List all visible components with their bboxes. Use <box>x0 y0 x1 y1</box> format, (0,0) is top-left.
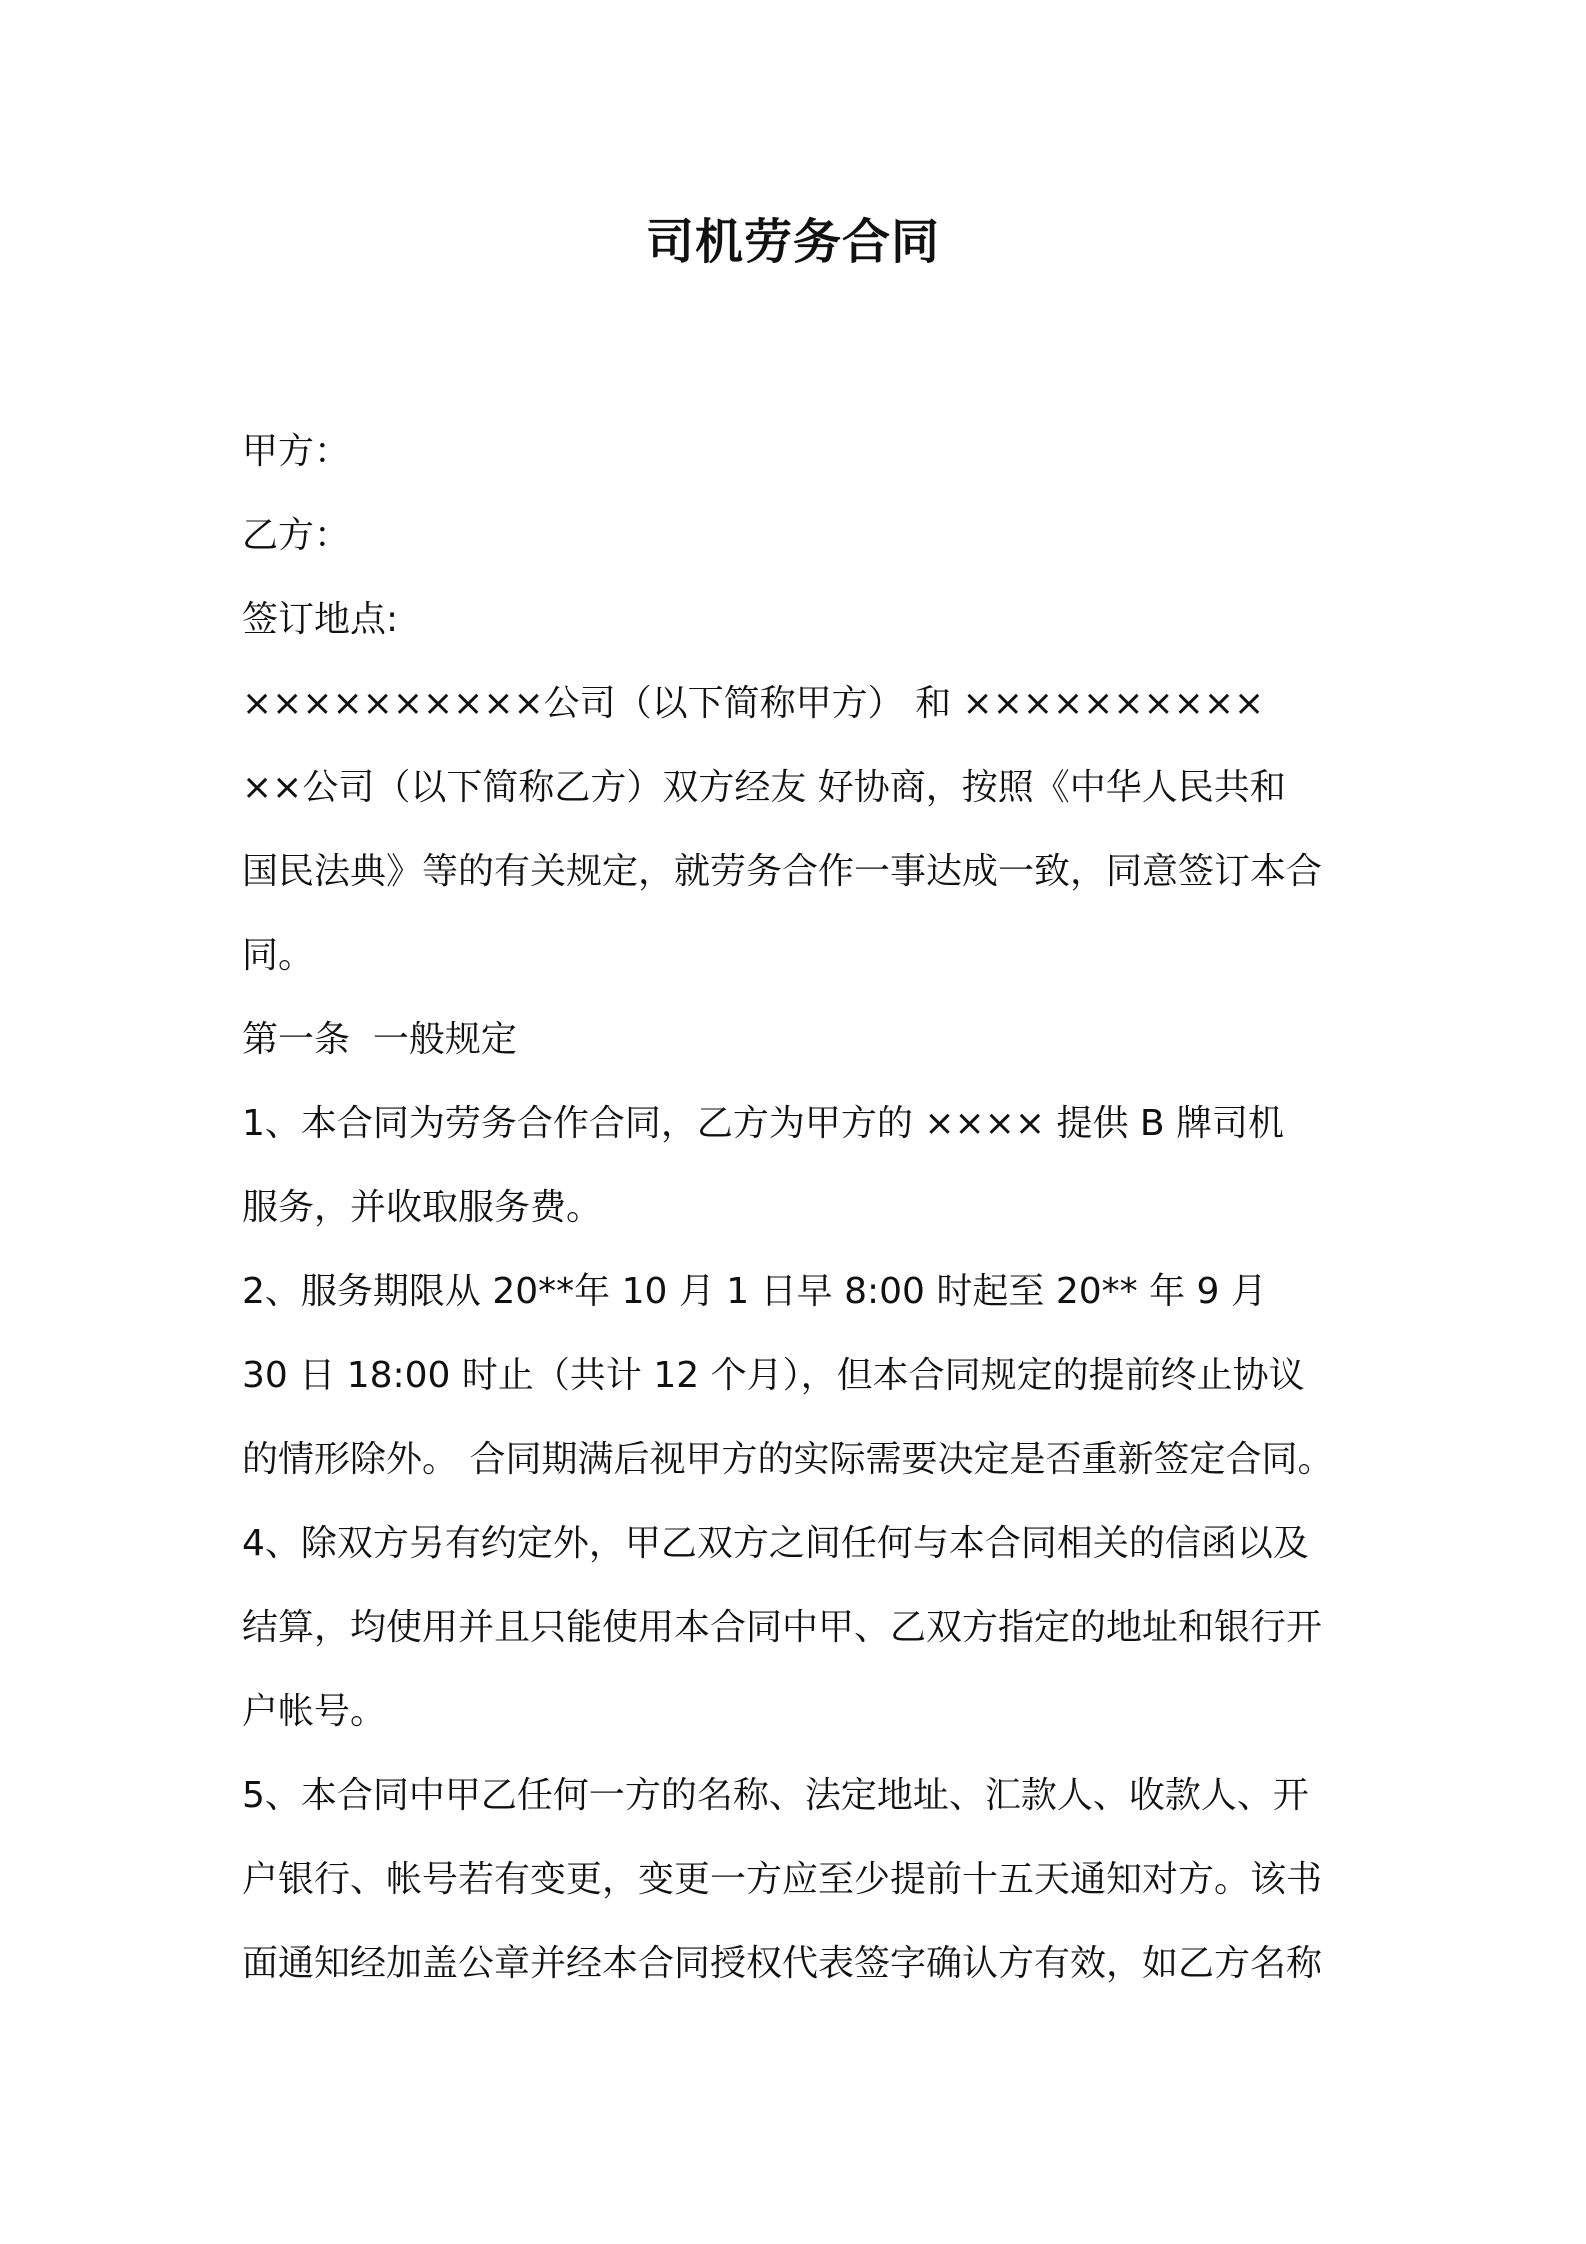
clause-line: 面通知经加盖公章并经本合同授权代表签字确认方有效，如乙方名称 <box>242 1943 1323 1984</box>
clause-line: 1、本合同为劳务合作合同，乙方为甲方的 ×××× 提供 B 牌司机 <box>242 1103 1285 1144</box>
party-a-line: 甲方： <box>242 431 351 472</box>
clause-line: 服务，并收取服务费。 <box>242 1187 603 1228</box>
paragraph-line: ××××××××××公司（以下简称甲方） 和 ×××××××××× <box>242 683 1265 724</box>
paragraph-line: 同。 <box>242 935 315 976</box>
clause-line: 2、服务期限从 20**年 10 月 1 日早 8:00 时起至 20** 年 9 月 <box>242 1271 1267 1312</box>
party-b-line: 乙方： <box>242 515 351 556</box>
paragraph-line: ××公司（以下简称乙方）双方经友 好协商，按照《中华人民共和 <box>242 767 1286 808</box>
signing-place-line: 签订地点: <box>242 599 399 640</box>
clause-line: 30 日 18:00 时止（共计 12 个月），但本合同规定的提前终止协议 <box>242 1355 1305 1396</box>
clause-line: 5、本合同中甲乙任何一方的名称、法定地址、汇款人、收款人、开 <box>242 1775 1309 1816</box>
clause-line: 的情形除外。 合同期满后视甲方的实际需要决定是否重新签定合同。 <box>242 1439 1334 1480</box>
clause-line: 户帐号。 <box>242 1691 387 1732</box>
clause-line: 户银行、帐号若有变更，变更一方应至少提前十五天通知对方。该书 <box>242 1859 1323 1900</box>
clause-line: 4、除双方另有约定外，甲乙双方之间任何与本合同相关的信函以及 <box>242 1523 1309 1564</box>
document-body <box>242 410 1372 2006</box>
document-title: 司机劳务合同 <box>645 214 940 270</box>
clause-line: 结算，均使用并且只能使用本合同中甲、乙双方指定的地址和银行开 <box>242 1607 1323 1648</box>
section-heading: 第一条 一般规定 <box>242 1019 517 1060</box>
paragraph-line: 国民法典》等的有关规定，就劳务合作一事达成一致，同意签订本合 <box>242 851 1323 892</box>
